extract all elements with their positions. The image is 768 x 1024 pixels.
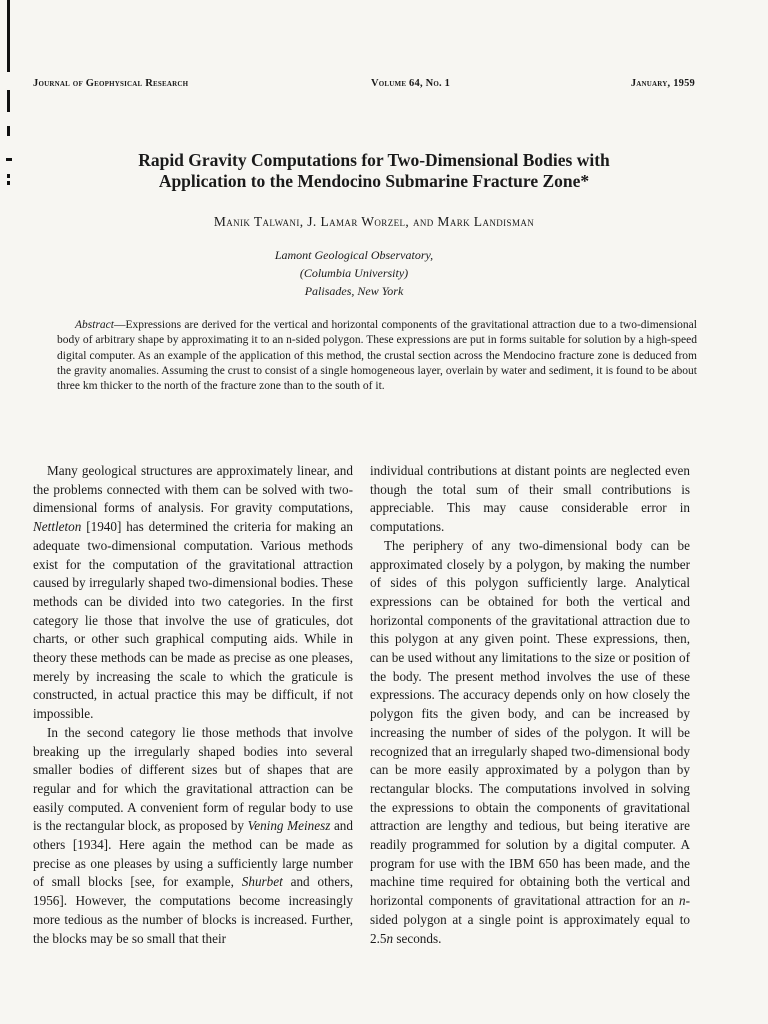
affiliation-line: Lamont Geological Observatory,: [274, 248, 434, 262]
affiliation: [200, 246, 508, 300]
paragraph-text: Many geological structures are approximately linear, and the problems connected with them can be solved with two-dimensional forms of analysis. For gravity computations,: [33, 463, 353, 516]
body-column-right: [370, 462, 690, 948]
math-variable: n: [386, 930, 394, 946]
paragraph: individual contributions at distant points are neglected even though the total sum of their small contributions is appreciable. This may cause considerable error in computations.: [370, 463, 690, 535]
affiliation-line: (Columbia University): [299, 266, 409, 280]
math-variable: n: [679, 893, 686, 909]
author-list: Manik Talwani, J. Lamar Worzel, and Mark Landisman: [213, 214, 535, 229]
body-column-left: [33, 462, 353, 948]
paragraph-text: -sided polygon at a single point is approximately equal to 2.5: [370, 893, 690, 946]
citation-author: Vening Meinesz: [247, 818, 331, 834]
title-line: Application to the Mendocino Submarine Fracture Zone*: [158, 171, 590, 191]
issue-date: January, 1959: [630, 78, 695, 89]
scan-edge-mark: [7, 174, 10, 178]
journal-name: Journal of Geophysical Research: [33, 78, 189, 89]
affiliation-line: Palisades, New York: [304, 284, 404, 298]
running-head: [33, 78, 695, 92]
paragraph-text: [1940] has determined the criteria for making an adequate two-dimensional computation. Various methods exist for the computation of the gravitational attraction caused by irregularly shaped two-dimensional bodies. These methods can be divided into two categories. In the first category lie those that involve the use of graticules, dot charts, or other such graphical computing aids. While in theory these methods can be made as precise as one pleases, merely by increasing the scale to which the graticule is constructed, in actual practice this may be difficult, if not impossible.: [33, 519, 353, 722]
abstract: [57, 318, 697, 394]
scan-edge-mark: [7, 90, 10, 112]
citation-author: Nettleton: [33, 519, 82, 535]
volume-number: Volume 64, No. 1: [371, 78, 451, 89]
paragraph-text: and others [1934]. Here again the method can be made as precise as one pleases by using a sufficiently large number of small blocks [see, for example,: [33, 818, 353, 890]
paragraph-text: seconds.: [393, 930, 442, 946]
scan-edge-mark: [7, 181, 10, 185]
scan-edge-mark: [6, 158, 12, 161]
article-title: [40, 150, 708, 192]
paragraph: [33, 724, 353, 948]
paragraph: [33, 462, 353, 724]
paragraph-text: and others, 1956]. However, the computations become increasingly more tedious as the number of blocks is increased. Further, the blocks may be so small that their: [33, 874, 353, 946]
scan-edge-mark: [7, 126, 10, 136]
abstract-label: Abstract: [75, 319, 114, 331]
paragraph: [370, 537, 690, 948]
title-line: Rapid Gravity Computations for Two-Dimensional Bodies with: [138, 150, 610, 170]
citation-author: Shurbet: [241, 874, 283, 890]
scan-edge-mark: [7, 0, 10, 72]
paragraph-text: The periphery of any two-dimensional body can be approximated closely by a polygon, by making the number of sides of this polygon sufficiently large. Analytical expressions can be obtained for both the vertical and horizontal components of the gravitational attraction due to this polygon at any given point. These expressions, then, can be used without any limitations to the size or position of the body. The present method involves the use of these expressions. The accuracy depends only on how closely the polygon fits the given body, and can be increased by increasing the number of sides of the polygon. It will be recognized that an irregularly shaped two-dimensional body can be more easily approximated by a polygon than by rectangular blocks. The computations involved in solving the expressions to obtain the components of gravitational attraction are lengthy and tedious, but being iterative are readily programmed for solution by a digital computer. A program for use with the IBM 650 has been made, and the machine time required for obtaining both the vertical and horizontal components of gravitational attraction for an: [370, 537, 690, 909]
abstract-text: —Expressions are derived for the vertical and horizontal components of the gravitational attraction due to a two-dimensional body of arbitrary shape by approximating it to an n-sided polygon. These expressions are put in forms suitable for solution by a high-speed digital computer. As an example of the application of this method, the crustal section across the Mendocino fracture zone is deduced from the gravity anomalies. Assuming the crust to consist of a single homogeneous layer, overlain by water and sediment, it is found to be about three km thicker to the north of the fracture zone than to the south of it.: [57, 319, 697, 393]
paragraph-text: In the second category lie those methods that involve breaking up the irregularly shaped bodies into several smaller bodies of different sizes but of shapes that are regular and for which the gravitational attraction can be easily computed. A convenient form of regular body to use is the rectangular block, as proposed by: [33, 724, 353, 834]
